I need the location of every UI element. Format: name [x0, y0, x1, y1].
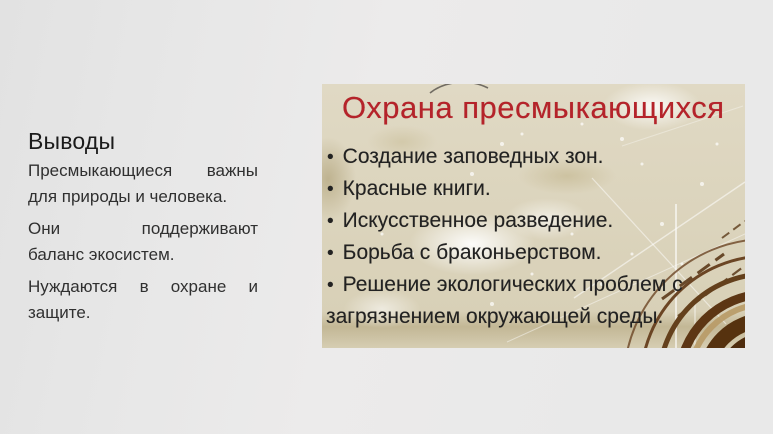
paragraph-line: Пресмыкающиеся важны	[28, 161, 258, 180]
bullet-icon: •	[327, 147, 334, 168]
bullet-text: Борьба с браконьерством.	[342, 241, 602, 264]
image-title: Охрана пресмыкающихся	[342, 90, 725, 125]
conclusions-title: Выводы	[28, 128, 116, 154]
bullet-item-continuation: загрязнением окружающей среды.	[326, 305, 664, 328]
bullet-icon: •	[327, 243, 334, 264]
conclusion-paragraph	[28, 158, 258, 210]
bullet-text: Создание заповедных зон.	[342, 145, 604, 168]
conclusion-paragraph	[28, 216, 258, 268]
paragraph-line: баланс экосистем.	[28, 245, 175, 264]
bullet-item	[326, 141, 741, 173]
paragraph-line: защите.	[28, 303, 91, 322]
bullet-item	[326, 173, 741, 205]
bullet-item	[326, 269, 741, 301]
bullet-item	[326, 237, 741, 269]
reptile-protection-image	[322, 84, 745, 348]
paragraph-line: Они поддерживают	[28, 219, 258, 238]
conclusions-panel	[28, 126, 258, 332]
bullet-icon: •	[327, 179, 334, 200]
paragraph-line: Нуждаются в охране и	[28, 277, 258, 296]
conclusion-paragraph	[28, 274, 258, 326]
paragraph-line: для природы и человека.	[28, 187, 228, 206]
bullet-text: Решение экологических проблем с	[342, 273, 683, 296]
bullet-icon: •	[327, 275, 334, 296]
bullet-item	[326, 205, 741, 237]
bullet-list	[326, 141, 741, 332]
bullet-icon: •	[327, 211, 334, 232]
bullet-text: Искусственное разведение.	[342, 209, 614, 232]
bullet-text: Красные книги.	[342, 177, 491, 200]
